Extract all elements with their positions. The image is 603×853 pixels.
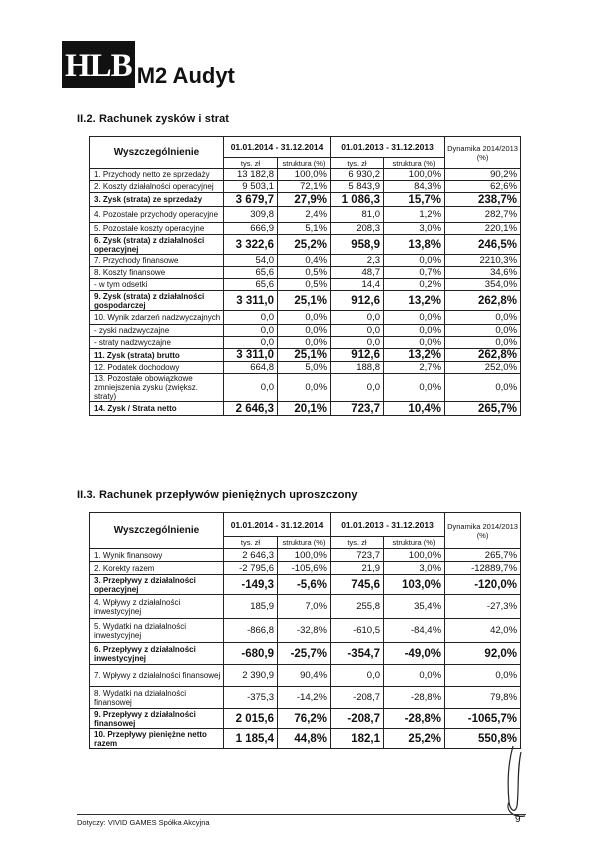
row-label: 14. Zysk / Strata netto xyxy=(90,402,224,416)
value-2014: 0,0 xyxy=(224,325,278,337)
handwritten-signature xyxy=(495,740,535,820)
value-2013: 0,0 xyxy=(331,374,384,402)
structure-2014: 0,0% xyxy=(278,311,331,325)
value-2014: 0,0 xyxy=(224,311,278,325)
dynamics-value: 0,0% xyxy=(445,665,521,687)
structure-2013: 15,7% xyxy=(384,193,445,207)
value-2014: 2 646,3 xyxy=(224,549,278,562)
structure-2014: 5,1% xyxy=(278,223,331,235)
footer-text: Dotyczy: VIVID GAMES Spółka Akcyjna xyxy=(77,818,210,827)
row-label: 8. Wydatki na działalności finansowej xyxy=(90,687,224,709)
cashflow-row xyxy=(90,729,521,749)
structure-2013: -28,8% xyxy=(384,709,445,729)
value-2013: 208,3 xyxy=(331,223,384,235)
value-2013: 5 843,9 xyxy=(331,181,384,193)
value-2014: 309,8 xyxy=(224,207,278,223)
row-label: 1. Wynik finansowy xyxy=(90,549,224,562)
cashflow-row xyxy=(90,687,521,709)
structure-2013: 0,0% xyxy=(384,374,445,402)
value-2014: -866,8 xyxy=(224,619,278,643)
dynamics-value: -120,0% xyxy=(445,575,521,595)
structure-2014: -32,8% xyxy=(278,619,331,643)
structure-2014: 20,1% xyxy=(278,402,331,416)
row-label: - straty nadzwyczajne xyxy=(90,337,224,349)
value-2013: 48,7 xyxy=(331,267,384,279)
dynamics-value: 262,8% xyxy=(445,291,521,311)
row-label: 1. Przychody netto ze sprzedaży xyxy=(90,169,224,181)
header-description: Wyszczególnienie xyxy=(90,137,224,169)
structure-2013: 0,2% xyxy=(384,279,445,291)
structure-2014: 0,5% xyxy=(278,267,331,279)
header-structure: struktura (%) xyxy=(278,158,331,169)
row-label: - zyski nadzwyczajne xyxy=(90,325,224,337)
header-unit: tys. zł xyxy=(224,158,278,169)
row-label: 8. Koszty finansowe xyxy=(90,267,224,279)
value-2014: 54,0 xyxy=(224,255,278,267)
dynamics-value: -27,3% xyxy=(445,595,521,619)
dynamics-value: 354,0% xyxy=(445,279,521,291)
value-2014: 2 015,6 xyxy=(224,709,278,729)
income-row xyxy=(90,279,521,291)
header-unit: tys. zł xyxy=(224,537,278,549)
structure-2014: 100,0% xyxy=(278,549,331,562)
structure-2013: 25,2% xyxy=(384,729,445,749)
structure-2014: 0,0% xyxy=(278,325,331,337)
structure-2014: 72,1% xyxy=(278,181,331,193)
dynamics-value: 252,0% xyxy=(445,362,521,374)
dynamics-value: 265,7% xyxy=(445,549,521,562)
value-2013: 188,8 xyxy=(331,362,384,374)
cashflow-row xyxy=(90,643,521,665)
value-2014: 2 390,9 xyxy=(224,665,278,687)
value-2014: 1 185,4 xyxy=(224,729,278,749)
cashflow-statement-table xyxy=(89,512,521,749)
structure-2013: 13,2% xyxy=(384,349,445,362)
row-label: 6. Zysk (strata) z działalności operacyjnej xyxy=(90,235,224,255)
row-label: 10. Przepływy pieniężne netto razem xyxy=(90,729,224,749)
income-row xyxy=(90,235,521,255)
value-2013: 723,7 xyxy=(331,549,384,562)
structure-2014: 25,2% xyxy=(278,235,331,255)
structure-2013: 0,7% xyxy=(384,267,445,279)
value-2013: -610,5 xyxy=(331,619,384,643)
value-2014: 65,6 xyxy=(224,267,278,279)
structure-2014: 44,8% xyxy=(278,729,331,749)
value-2013: 723,7 xyxy=(331,402,384,416)
row-label: - w tym odsetki xyxy=(90,279,224,291)
row-label: 3. Zysk (strata) ze sprzedaży xyxy=(90,193,224,207)
dynamics-value: 282,7% xyxy=(445,207,521,223)
value-2013: 0,0 xyxy=(331,311,384,325)
header-period-2013: 01.01.2013 - 31.12.2013 xyxy=(331,513,445,537)
dynamics-value: 265,7% xyxy=(445,402,521,416)
structure-2013: 10,4% xyxy=(384,402,445,416)
value-2014: -375,3 xyxy=(224,687,278,709)
value-2014: 65,6 xyxy=(224,279,278,291)
value-2013: 14,4 xyxy=(331,279,384,291)
page-number: 9 xyxy=(515,814,521,825)
cashflow-row xyxy=(90,595,521,619)
dynamics-value: 0,0% xyxy=(445,374,521,402)
structure-2013: 0,0% xyxy=(384,337,445,349)
income-row xyxy=(90,181,521,193)
row-label: 5. Pozostałe koszty operacyjne xyxy=(90,223,224,235)
income-row xyxy=(90,325,521,337)
dynamics-value: 246,5% xyxy=(445,235,521,255)
value-2014: 185,9 xyxy=(224,595,278,619)
value-2013: 2,3 xyxy=(331,255,384,267)
value-2014: 9 503,1 xyxy=(224,181,278,193)
dynamics-value: 34,6% xyxy=(445,267,521,279)
structure-2013: -84,4% xyxy=(384,619,445,643)
header-unit: tys. zł xyxy=(331,537,384,549)
cashflow-row xyxy=(90,709,521,729)
header-period-2014: 01.01.2014 - 31.12.2014 xyxy=(224,513,331,537)
cashflow-row xyxy=(90,562,521,575)
row-label: 3. Przepływy z działalności operacyjnej xyxy=(90,575,224,595)
structure-2013: 100,0% xyxy=(384,549,445,562)
structure-2014: 76,2% xyxy=(278,709,331,729)
row-label: 6. Przepływy z działalności inwestycyjnej xyxy=(90,643,224,665)
logo-box-text: HLB xyxy=(62,41,135,88)
structure-2013: 13,2% xyxy=(384,291,445,311)
structure-2013: 0,0% xyxy=(384,325,445,337)
structure-2014: 25,1% xyxy=(278,349,331,362)
structure-2013: 100,0% xyxy=(384,169,445,181)
row-label: 2. Koszty działalności operacyjnej xyxy=(90,181,224,193)
income-row xyxy=(90,349,521,362)
structure-2013: 3,0% xyxy=(384,562,445,575)
income-row xyxy=(90,402,521,416)
value-2014: -680,9 xyxy=(224,643,278,665)
cashflow-section-title: II.3. Rachunek przepływów pieniężnych uproszczony xyxy=(77,489,358,501)
income-row xyxy=(90,267,521,279)
cashflow-row xyxy=(90,665,521,687)
dynamics-value: 2210,3% xyxy=(445,255,521,267)
structure-2013: -28,8% xyxy=(384,687,445,709)
value-2014: -149,3 xyxy=(224,575,278,595)
structure-2013: 0,0% xyxy=(384,255,445,267)
row-label: 7. Wpływy z działalności finansowej xyxy=(90,665,224,687)
structure-2014: -5,6% xyxy=(278,575,331,595)
dynamics-value: 42,0% xyxy=(445,619,521,643)
cashflow-row xyxy=(90,549,521,562)
cashflow-row xyxy=(90,619,521,643)
value-2013: 21,9 xyxy=(331,562,384,575)
income-row xyxy=(90,291,521,311)
value-2014: 3 322,6 xyxy=(224,235,278,255)
header-structure: struktura (%) xyxy=(278,537,331,549)
structure-2014: 2,4% xyxy=(278,207,331,223)
value-2014: 0,0 xyxy=(224,374,278,402)
value-2013: 6 930,2 xyxy=(331,169,384,181)
structure-2014: 25,1% xyxy=(278,291,331,311)
header-structure: struktura (%) xyxy=(384,537,445,549)
value-2013: 0,0 xyxy=(331,665,384,687)
header-structure: struktura (%) xyxy=(384,158,445,169)
structure-2013: 2,7% xyxy=(384,362,445,374)
dynamics-value: 220,1% xyxy=(445,223,521,235)
header-dynamics: Dynamika 2014/2013 (%) xyxy=(445,137,521,169)
dynamics-value: 0,0% xyxy=(445,337,521,349)
structure-2014: 0,0% xyxy=(278,337,331,349)
header-dynamics: Dynamika 2014/2013 (%) xyxy=(445,513,521,549)
structure-2014: 90,4% xyxy=(278,665,331,687)
value-2014: 0,0 xyxy=(224,337,278,349)
structure-2013: 13,8% xyxy=(384,235,445,255)
value-2013: 912,6 xyxy=(331,349,384,362)
row-label: 4. Wpływy z działalności inwestycyjnej xyxy=(90,595,224,619)
structure-2013: 0,0% xyxy=(384,311,445,325)
value-2013: 81,0 xyxy=(331,207,384,223)
structure-2014: -105,6% xyxy=(278,562,331,575)
income-row xyxy=(90,207,521,223)
value-2014: -2 795,6 xyxy=(224,562,278,575)
header-description: Wyszczególnienie xyxy=(90,513,224,549)
structure-2013: -49,0% xyxy=(384,643,445,665)
dynamics-value: -1065,7% xyxy=(445,709,521,729)
row-label: 4. Pozostałe przychody operacyjne xyxy=(90,207,224,223)
dynamics-value: 92,0% xyxy=(445,643,521,665)
dynamics-value: 0,0% xyxy=(445,325,521,337)
income-row xyxy=(90,374,521,402)
structure-2014: 100,0% xyxy=(278,169,331,181)
row-label: 2. Korekty razem xyxy=(90,562,224,575)
value-2013: 0,0 xyxy=(331,325,384,337)
value-2014: 3 311,0 xyxy=(224,349,278,362)
structure-2013: 84,3% xyxy=(384,181,445,193)
row-label: 13. Pozostałe obowiązkowe zmniejszenia zysku (zwiększ. straty) xyxy=(90,374,224,402)
value-2013: 0,0 xyxy=(331,337,384,349)
row-label: 10. Wynik zdarzeń nadzwyczajnych xyxy=(90,311,224,325)
structure-2014: 0,4% xyxy=(278,255,331,267)
hlb-logo xyxy=(62,40,235,88)
structure-2014: 27,9% xyxy=(278,193,331,207)
header-period-2013: 01.01.2013 - 31.12.2013 xyxy=(331,137,445,158)
dynamics-value: -12889,7% xyxy=(445,562,521,575)
structure-2013: 35,4% xyxy=(384,595,445,619)
dynamics-value: 262,8% xyxy=(445,349,521,362)
row-label: 5. Wydatki na działalności inwestycyjnej xyxy=(90,619,224,643)
income-row xyxy=(90,362,521,374)
value-2014: 666,9 xyxy=(224,223,278,235)
value-2014: 664,8 xyxy=(224,362,278,374)
structure-2014: 0,5% xyxy=(278,279,331,291)
header-period-2014: 01.01.2014 - 31.12.2014 xyxy=(224,137,331,158)
value-2013: 182,1 xyxy=(331,729,384,749)
structure-2014: -25,7% xyxy=(278,643,331,665)
income-row xyxy=(90,223,521,235)
structure-2013: 3,0% xyxy=(384,223,445,235)
dynamics-value: 238,7% xyxy=(445,193,521,207)
income-row xyxy=(90,311,521,325)
structure-2014: 0,0% xyxy=(278,374,331,402)
cashflow-row xyxy=(90,575,521,595)
value-2014: 3 679,7 xyxy=(224,193,278,207)
dynamics-value: 0,0% xyxy=(445,311,521,325)
dynamics-value: 90,2% xyxy=(445,169,521,181)
income-statement-table xyxy=(89,136,521,416)
row-label: 7. Przychody finansowe xyxy=(90,255,224,267)
value-2014: 13 182,8 xyxy=(224,169,278,181)
row-label: 9. Przepływy z działalności finansowej xyxy=(90,709,224,729)
value-2013: -208,7 xyxy=(331,687,384,709)
value-2013: -354,7 xyxy=(331,643,384,665)
logo-company-text: M2 Audyt xyxy=(136,63,235,88)
value-2014: 2 646,3 xyxy=(224,402,278,416)
income-row xyxy=(90,193,521,207)
value-2013: -208,7 xyxy=(331,709,384,729)
value-2013: 745,6 xyxy=(331,575,384,595)
income-row xyxy=(90,337,521,349)
dynamics-value: 550,8% xyxy=(445,729,521,749)
structure-2013: 103,0% xyxy=(384,575,445,595)
row-label: 12. Podatek dochodowy xyxy=(90,362,224,374)
row-label: 9. Zysk (strata) z działalności gospodarczej xyxy=(90,291,224,311)
value-2013: 1 086,3 xyxy=(331,193,384,207)
value-2014: 3 311,0 xyxy=(224,291,278,311)
income-section-title: II.2. Rachunek zysków i strat xyxy=(77,113,230,125)
income-row xyxy=(90,169,521,181)
income-row xyxy=(90,255,521,267)
structure-2013: 0,0% xyxy=(384,665,445,687)
dynamics-value: 62,6% xyxy=(445,181,521,193)
structure-2013: 1,2% xyxy=(384,207,445,223)
header-unit: tys. zł xyxy=(331,158,384,169)
structure-2014: -14,2% xyxy=(278,687,331,709)
value-2013: 255,8 xyxy=(331,595,384,619)
value-2013: 958,9 xyxy=(331,235,384,255)
structure-2014: 5,0% xyxy=(278,362,331,374)
footer-divider xyxy=(77,814,526,815)
structure-2014: 7,0% xyxy=(278,595,331,619)
row-label: 11. Zysk (strata) brutto xyxy=(90,349,224,362)
dynamics-value: 79,8% xyxy=(445,687,521,709)
value-2013: 912,6 xyxy=(331,291,384,311)
